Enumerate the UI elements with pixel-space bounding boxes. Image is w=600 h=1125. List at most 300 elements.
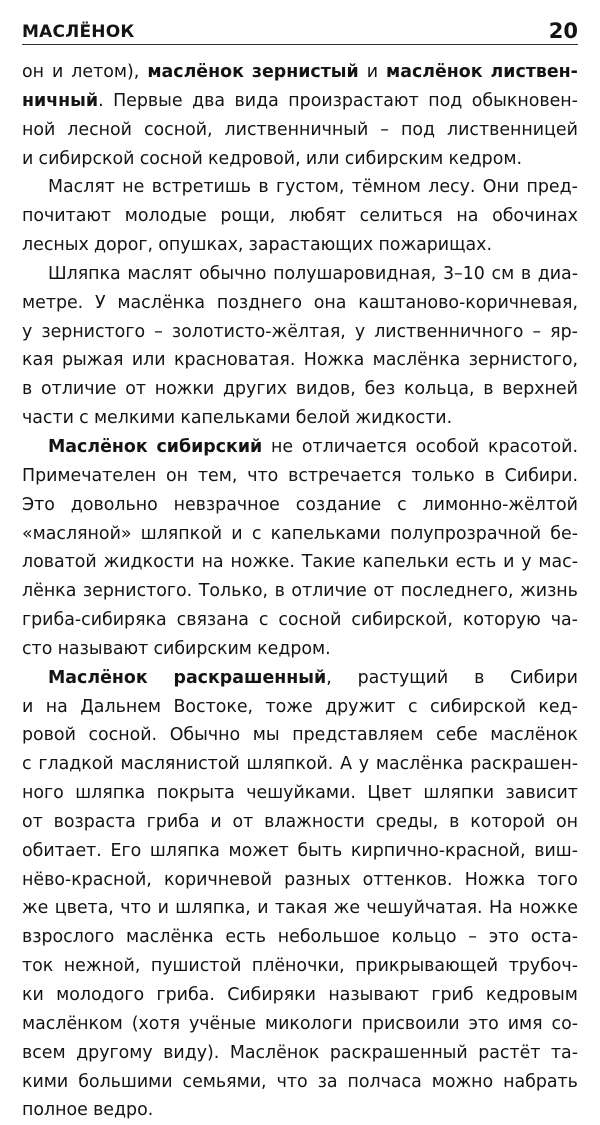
- word: [22, 145, 33, 174]
- word: [519, 894, 578, 923]
- word: [485, 462, 495, 491]
- text-run: гриба: [146, 811, 200, 832]
- word: [552, 1010, 578, 1039]
- word: [252, 58, 359, 87]
- bold-term: сибирский: [156, 436, 263, 457]
- word: [156, 433, 262, 462]
- word: [401, 577, 514, 606]
- word: [22, 1039, 66, 1068]
- text-run: лёнка: [22, 581, 77, 602]
- word: [289, 202, 346, 231]
- text-line: [22, 837, 578, 866]
- text-run: что: [276, 1071, 308, 1092]
- word: [376, 750, 464, 779]
- text-line: [22, 577, 578, 606]
- text-run: довольно: [70, 494, 158, 515]
- text-run: под: [428, 90, 463, 111]
- word: [358, 289, 578, 318]
- text-run: же: [333, 898, 361, 919]
- text-line: [22, 289, 578, 318]
- word: [302, 433, 407, 462]
- text-run: отличается: [301, 436, 407, 457]
- word: [78, 1068, 172, 1097]
- word: [328, 981, 419, 1010]
- word: [22, 894, 48, 923]
- text-run: сосной.: [88, 725, 158, 746]
- text-run: капельками: [270, 523, 381, 544]
- word: [141, 520, 222, 549]
- paragraph: [22, 433, 578, 664]
- word: [532, 318, 541, 347]
- text-run: кедром.: [448, 148, 522, 169]
- word: [94, 404, 175, 433]
- word: [79, 404, 89, 433]
- word: [373, 577, 394, 606]
- text-run: у: [521, 552, 532, 573]
- word: [318, 1068, 338, 1097]
- text-run: диа-: [537, 263, 578, 284]
- text-run: –: [532, 321, 542, 342]
- text-run: с: [22, 754, 32, 775]
- text-line: [22, 58, 578, 87]
- word: [163, 1039, 219, 1068]
- text-run: прикрывающей: [355, 956, 499, 977]
- word: [296, 375, 356, 404]
- text-run: дорог,: [94, 235, 154, 256]
- word: [22, 866, 152, 895]
- text-run: и: [52, 62, 64, 82]
- word: [423, 491, 578, 520]
- bold-term: ничный: [22, 90, 99, 111]
- text-run: имя: [507, 1013, 543, 1034]
- text-run: ножки: [154, 379, 215, 400]
- bold-term: листвен-: [490, 62, 578, 82]
- word: [359, 750, 369, 779]
- word: [537, 866, 578, 895]
- word: [104, 548, 195, 577]
- word: [278, 606, 341, 635]
- text-run: себе: [435, 725, 478, 746]
- text-run: раскрашен-: [470, 754, 578, 775]
- word: [80, 693, 161, 722]
- word: [392, 923, 457, 952]
- text-run: шляпка: [75, 783, 146, 804]
- word: [386, 58, 483, 87]
- text-run: или: [305, 148, 340, 169]
- text-run: любят: [288, 206, 347, 227]
- word: [173, 693, 253, 722]
- word: [436, 721, 478, 750]
- word: [41, 318, 145, 347]
- text-run: сибирским: [153, 638, 252, 659]
- text-run: он: [555, 811, 578, 832]
- word: [275, 577, 285, 606]
- text-run: в: [520, 263, 532, 284]
- text-run: рыжая: [61, 350, 124, 371]
- text-run: которой: [470, 811, 546, 832]
- word: [39, 145, 135, 174]
- text-run: и: [257, 898, 269, 919]
- text-run: пожарищах.: [378, 235, 492, 256]
- word: [330, 1039, 468, 1068]
- text-run: в: [22, 379, 33, 400]
- text-run: белой: [295, 408, 351, 429]
- word: [556, 808, 578, 837]
- word: [233, 808, 254, 837]
- word: [174, 491, 280, 520]
- text-run: кая: [22, 350, 54, 371]
- text-run: трубоч-: [508, 956, 578, 977]
- text-run: он: [166, 465, 189, 486]
- text-run: представляем: [292, 725, 424, 746]
- word: [46, 693, 68, 722]
- text-run: присвоили: [361, 1013, 460, 1034]
- text-run: пред-: [526, 177, 578, 198]
- text-run: взрослого: [22, 927, 115, 948]
- text-run: произрастают: [288, 90, 419, 111]
- word: [456, 202, 478, 231]
- word: [538, 693, 578, 722]
- text-run: растущий: [357, 667, 449, 688]
- word: [202, 548, 224, 577]
- word: [151, 952, 242, 981]
- word: [22, 87, 104, 116]
- word: [432, 1068, 493, 1097]
- word: [126, 923, 214, 952]
- word: [276, 173, 344, 202]
- text-run: яр-: [550, 321, 578, 342]
- text-run: она: [313, 292, 347, 313]
- text-run: за: [317, 1071, 338, 1092]
- word: [230, 1039, 320, 1068]
- word: [180, 404, 290, 433]
- text-run: бе-: [550, 523, 578, 544]
- word: [22, 346, 54, 375]
- word: [22, 289, 83, 318]
- text-run: обочинах: [492, 206, 578, 227]
- word: [158, 894, 169, 923]
- bold-term: раскрашенный: [173, 667, 327, 688]
- word: [158, 231, 243, 260]
- text-run: отличие: [41, 379, 117, 400]
- text-run: на: [456, 206, 479, 227]
- word: [355, 952, 498, 981]
- text-run: набрать: [503, 1071, 578, 1092]
- word: [431, 981, 473, 1010]
- word: [22, 808, 43, 837]
- word: [199, 260, 266, 289]
- text-line: [22, 462, 578, 491]
- text-run: у: [22, 321, 33, 342]
- text-run: Маслят: [48, 177, 115, 198]
- text-run: обычно: [199, 263, 267, 284]
- word: [22, 1096, 88, 1125]
- text-run: красотой.: [487, 436, 578, 457]
- text-run: большими: [78, 1071, 173, 1092]
- text-run: в: [258, 177, 269, 198]
- text-run: же: [22, 898, 49, 919]
- paragraph: [22, 58, 578, 173]
- text-run: растёт: [478, 1042, 541, 1063]
- text-run: гладкой: [38, 754, 114, 775]
- text-run: без: [364, 379, 396, 400]
- text-run: и: [366, 62, 379, 82]
- text-run: У: [95, 292, 106, 313]
- text-run: Обычно: [169, 725, 241, 746]
- word: [22, 750, 32, 779]
- word: [404, 375, 475, 404]
- word: [22, 318, 32, 347]
- text-line: [22, 779, 578, 808]
- text-run: Ножка: [464, 869, 526, 890]
- word: [277, 1068, 308, 1097]
- word: [174, 346, 295, 375]
- text-run: кедровым: [485, 985, 578, 1005]
- word: [174, 664, 332, 693]
- word: [304, 346, 365, 375]
- word: [367, 58, 378, 87]
- text-run: кедром.: [257, 638, 331, 659]
- text-run: такая: [274, 898, 328, 919]
- text-run: лиственничный: [224, 119, 369, 140]
- text-run: не: [122, 177, 145, 198]
- text-run: влажности: [264, 811, 365, 832]
- text-run: в: [274, 581, 285, 602]
- text-run: молодого: [56, 985, 145, 1005]
- text-line: [22, 375, 578, 404]
- word: [227, 981, 316, 1010]
- text-run: виш-: [534, 840, 578, 861]
- text-run: 3–10: [442, 263, 485, 284]
- word: [408, 693, 418, 722]
- text-run: Сибиряки: [227, 985, 316, 1005]
- text-run: от: [373, 581, 395, 602]
- text-run: маслят: [127, 263, 193, 284]
- text-line: [22, 866, 578, 895]
- word: [120, 894, 151, 923]
- text-run: –: [380, 119, 389, 140]
- text-run: только: [411, 465, 475, 486]
- text-run: с: [251, 523, 262, 544]
- word: [468, 923, 477, 952]
- word: [147, 58, 244, 87]
- text-run: На: [488, 898, 513, 919]
- word: [456, 548, 497, 577]
- word: [273, 260, 436, 289]
- word: [164, 866, 272, 895]
- text-run: маслёнка: [117, 292, 206, 313]
- word: [374, 318, 523, 347]
- word: [489, 894, 513, 923]
- text-run: и: [22, 696, 34, 717]
- text-run: Дальнем: [80, 696, 162, 717]
- text-run: Шляпка: [48, 263, 121, 284]
- text-run: с: [408, 696, 418, 717]
- text-run: которую: [462, 610, 541, 631]
- text-run: называют: [57, 638, 149, 659]
- word: [503, 1068, 578, 1097]
- text-run: –: [468, 927, 477, 948]
- text-line: [22, 635, 578, 664]
- text-run: может: [228, 840, 289, 861]
- word: [147, 808, 200, 837]
- text-run: того: [537, 869, 578, 890]
- word: [489, 923, 519, 952]
- text-line: [22, 808, 578, 837]
- text-run: ки: [22, 985, 44, 1005]
- word: [246, 750, 333, 779]
- word: [175, 894, 251, 923]
- text-run: коричневой: [163, 869, 273, 890]
- paragraph: [22, 664, 578, 1125]
- text-run: полное: [22, 1100, 88, 1121]
- word: [122, 173, 144, 202]
- word: [155, 375, 214, 404]
- text-run: в: [449, 811, 460, 832]
- text-run: есть: [225, 927, 267, 948]
- word: [264, 808, 365, 837]
- text-run: сибирским: [344, 148, 444, 169]
- text-run: опушках,: [158, 235, 244, 256]
- word: [71, 58, 139, 87]
- word: [247, 462, 278, 491]
- word: [113, 87, 183, 116]
- text-line: [22, 923, 578, 952]
- text-line: [22, 693, 578, 722]
- text-run: сто: [22, 638, 53, 659]
- word: [505, 779, 577, 808]
- text-run: у: [354, 321, 366, 342]
- text-run: молодые: [124, 206, 207, 227]
- text-run: лесу.: [428, 177, 476, 198]
- word: [153, 635, 251, 664]
- text-line: [22, 664, 578, 693]
- bold-term: маслёнок: [147, 62, 244, 82]
- text-run: два: [192, 90, 226, 111]
- word: [249, 231, 374, 260]
- text-run: в: [483, 379, 494, 400]
- text-run: отличие: [291, 581, 367, 602]
- text-line: [22, 318, 578, 347]
- text-run: лимонно-жёлтой: [422, 494, 578, 515]
- word: [520, 577, 578, 606]
- word: [265, 1010, 353, 1039]
- word: [468, 1010, 498, 1039]
- word: [127, 260, 192, 289]
- text-run: Они: [482, 177, 520, 198]
- text-run: сосной: [139, 148, 203, 169]
- word: [550, 520, 578, 549]
- word: [347, 1068, 421, 1097]
- text-run: тёмном: [351, 177, 421, 198]
- word: [365, 375, 396, 404]
- word: [210, 808, 221, 837]
- text-run: Это: [22, 494, 55, 515]
- text-line: [22, 894, 578, 923]
- text-run: покрыта: [156, 783, 235, 804]
- text-run: на: [201, 552, 224, 573]
- text-line: [22, 750, 578, 779]
- word: [271, 520, 381, 549]
- text-run: рощи,: [220, 206, 276, 227]
- text-run: шляпкой.: [246, 754, 334, 775]
- word: [56, 981, 144, 1010]
- text-run: маслёнка: [126, 927, 214, 948]
- text-run: с: [258, 610, 269, 631]
- text-line: [22, 116, 578, 145]
- text-run: мелкими: [93, 408, 176, 429]
- word: [48, 664, 148, 693]
- text-run: и: [22, 148, 34, 169]
- word: [22, 981, 44, 1010]
- word: [217, 289, 302, 318]
- word: [448, 145, 522, 174]
- text-run: Первые: [113, 90, 183, 111]
- text-run: встретишь: [151, 177, 252, 198]
- word: [62, 346, 124, 375]
- text-run: видов,: [295, 379, 356, 400]
- text-run: называют: [328, 985, 420, 1005]
- word: [55, 894, 114, 923]
- word: [551, 1039, 578, 1068]
- word: [491, 58, 578, 87]
- word: [93, 1096, 153, 1125]
- word: [22, 202, 111, 231]
- text-line: [22, 1096, 578, 1125]
- word: [257, 894, 268, 923]
- text-run: маслёнок: [490, 725, 578, 746]
- text-line: [22, 145, 578, 174]
- word: [358, 664, 449, 693]
- word: [253, 721, 280, 750]
- word: [22, 462, 156, 491]
- text-run: кольцо: [391, 927, 457, 948]
- text-run: не: [271, 436, 294, 457]
- text-run: Сибири: [510, 667, 578, 688]
- text-run: ток: [22, 956, 54, 977]
- word: [22, 606, 167, 635]
- text-run: в: [474, 667, 485, 688]
- word: [551, 606, 578, 635]
- word: [302, 548, 356, 577]
- word: [125, 375, 146, 404]
- text-run: .: [98, 90, 104, 111]
- text-run: Маслёнок: [229, 1042, 320, 1063]
- word: [41, 375, 116, 404]
- word: [22, 693, 33, 722]
- word: [334, 894, 360, 923]
- word: [470, 750, 578, 779]
- text-run: см: [491, 263, 515, 284]
- text-run: всем: [22, 1042, 66, 1063]
- text-run: от: [125, 379, 146, 400]
- word: [64, 952, 141, 981]
- word: [257, 635, 331, 664]
- word: [447, 116, 578, 145]
- text-run: раскрашенный: [329, 1042, 468, 1063]
- text-run: учёные: [188, 1013, 257, 1034]
- text-run: каштаново-коричневая,: [358, 292, 578, 313]
- word: [225, 116, 369, 145]
- word: [508, 1010, 543, 1039]
- text-run: вида: [234, 90, 279, 111]
- word: [534, 837, 578, 866]
- text-run: возраста: [53, 811, 136, 832]
- text-run: быть: [297, 840, 343, 861]
- word: [95, 289, 106, 318]
- word: [488, 433, 578, 462]
- text-run: зависит: [505, 783, 578, 804]
